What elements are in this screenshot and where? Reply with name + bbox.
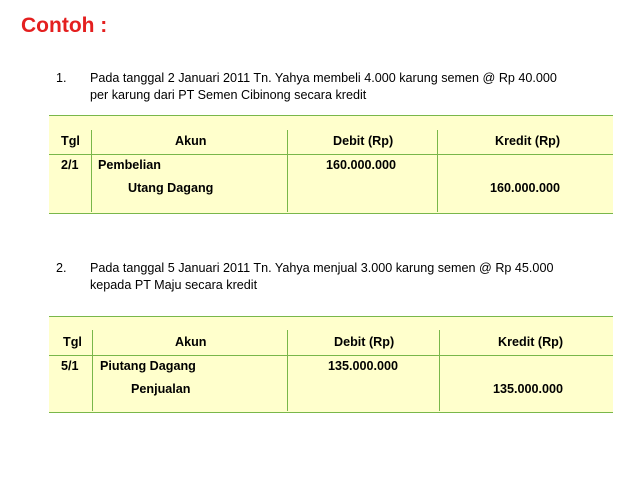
header-debit: Debit (Rp) xyxy=(334,335,395,349)
credit-value: 135.000.000 xyxy=(493,382,564,396)
column-divider xyxy=(437,130,438,212)
journal-table-1 xyxy=(49,115,613,214)
entry-date: 5/1 xyxy=(61,359,79,373)
credit-account: Penjualan xyxy=(131,382,191,396)
debit-account: Pembelian xyxy=(98,158,161,172)
example-2-number: 2. xyxy=(56,261,67,275)
entry-date: 2/1 xyxy=(61,158,79,172)
header-kredit: Kredit (Rp) xyxy=(495,134,561,148)
journal-table-2 xyxy=(49,316,613,413)
column-divider xyxy=(91,130,92,212)
header-tgl: Tgl xyxy=(63,335,82,349)
example-1-text xyxy=(90,70,570,104)
example-1-line-2: per karung dari PT Semen Cibinong secara kredit xyxy=(90,88,367,102)
header-tgl: Tgl xyxy=(61,134,80,148)
header-debit: Debit (Rp) xyxy=(333,134,394,148)
credit-account: Utang Dagang xyxy=(128,181,214,195)
column-divider xyxy=(287,130,288,212)
debit-account: Piutang Dagang xyxy=(100,359,196,373)
header-akun: Akun xyxy=(175,134,207,148)
example-1-number: 1. xyxy=(56,71,67,85)
column-divider xyxy=(92,330,93,411)
debit-value: 135.000.000 xyxy=(328,359,399,373)
debit-value: 160.000.000 xyxy=(326,158,397,172)
column-divider xyxy=(287,330,288,411)
example-2-line-1: Pada tanggal 5 Januari 2011 Tn. Yahya menjual 3.000 karung semen @ Rp 45.000 xyxy=(90,261,554,275)
example-2-text xyxy=(90,260,570,294)
example-2-line-2: kepada PT Maju secara kredit xyxy=(90,278,258,292)
header-akun: Akun xyxy=(175,335,207,349)
credit-value: 160.000.000 xyxy=(490,181,561,195)
column-divider xyxy=(439,330,440,411)
header-kredit: Kredit (Rp) xyxy=(498,335,564,349)
example-1-line-1: Pada tanggal 2 Januari 2011 Tn. Yahya membeli 4.000 karung semen @ Rp 40.000 xyxy=(90,71,557,85)
page-title: Contoh : xyxy=(21,14,108,37)
